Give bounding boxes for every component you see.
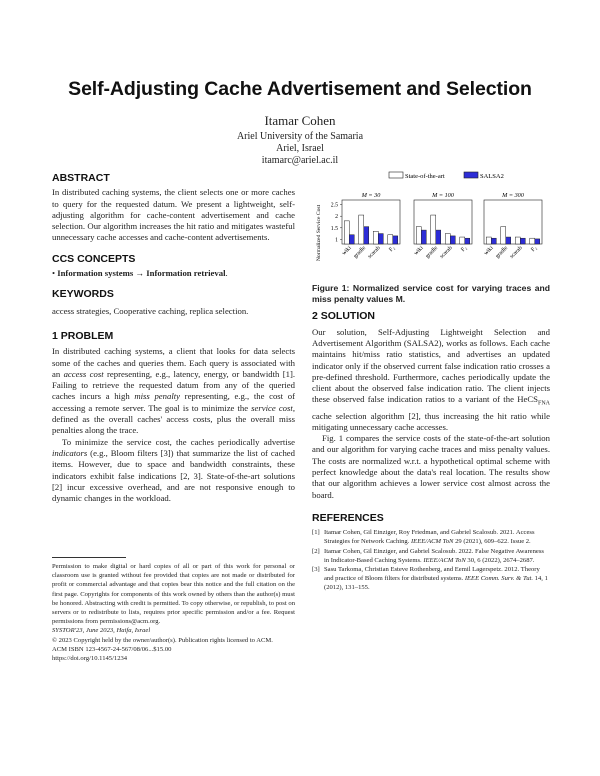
bar-salsa2-scarab (520, 238, 525, 244)
panel-frame (484, 200, 542, 244)
left-column (52, 173, 295, 504)
bar-state-of-the-art-f2 (530, 238, 535, 244)
abstract-heading: ABSTRACT (52, 172, 110, 184)
panel-label: M = 30 (361, 192, 381, 199)
keywords-heading: KEYWORDS (52, 288, 114, 301)
bar-state-of-the-art-scarab (515, 237, 520, 244)
bar-salsa2-gradle (436, 230, 441, 244)
solution-paragraph-2: Fig. 1 compares the service costs of the state-of-the-art solution and our algorithm for varying cache traces and miss penalty values. The costs are normalized w.r.t. a hypothetical optimal scheme with perfect knowledge about the data's real location. The results show that our algorithm achieves a lower service cost almost across the board. (312, 433, 550, 500)
problem-paragraph-1: In distributed caching systems, a client that looks for data selects some of the caches and queries them. Each query is associated with an access cost representing, e.g., latency, energy, or bandwidth [1]. Failing to retrieve the requested datum from any of the queried caches incurs a high miss penalty representing, e.g., the cost of accessing a remote server. The goal is to minimize the service cost, defined as the overall caches' access costs, plus the overall miss penalties along the trace. (52, 346, 296, 436)
y-tick-label: 1 (335, 237, 338, 244)
panel-label: M = 300 (502, 192, 524, 199)
legend-swatch-salsa2 (464, 172, 478, 178)
footnote (52, 562, 295, 663)
reference-item: [1] Itamar Cohen, Gil Einziger, Roy Friedman, and Gabriel Scalosub. 2021. Access Strategies for Network Caching. IEEE/ACM ToN 29 (2021), 609–622. Issue 2. (312, 529, 535, 546)
panel-label: M = 100 (432, 192, 454, 199)
x-tick-label: scarab (508, 245, 524, 260)
solution-heading: 2 SOLUTION (312, 310, 376, 323)
problem-paragraph-2: To minimize the service cost, the caches periodically advertise indicators (e.g., Bloom filters [3]) that summarize the list of cached items. However, due to space and bandwidth constraints, these indicators exhibit false indications [2, 3]. State-of-the-art solutions [2] incur excessive overhead, and are not responsive enough to dynamic changes in the workload. (52, 436, 295, 504)
x-tick-label: F₂ (388, 245, 397, 254)
ccs-subtopic: Information retrieval (146, 268, 226, 279)
ccs-bullet: • (52, 268, 56, 279)
x-tick-label: gradle (424, 245, 440, 260)
bar-salsa2-wiki (349, 235, 354, 244)
y-tick-label: 1.5 (330, 225, 338, 232)
bar-state-of-the-art-wiki (344, 221, 349, 244)
bar-salsa2-wiki (421, 230, 426, 244)
x-tick-label: scarab (366, 245, 382, 260)
bar-salsa2-wiki (491, 238, 496, 244)
service-cost-chart (312, 168, 550, 276)
chart-panels (331, 192, 542, 260)
doi-link[interactable]: https://doi.org/10.1145/1234 (52, 655, 128, 663)
conference-info: SYSTOR'23, June 2023, Haifa, Israel (52, 627, 151, 635)
abstract-text: In distributed caching systems, the client selects one or more caches to query for the requested datum. We present a lightweight, self-adjusting algorithm for cache-content advertisement and cache selection. Our algorithm increases the hit ratio and mitigates wasteful unnecessary cache accesses and cache-content advertisements. (52, 187, 295, 243)
ccs-topic: Information systems (57, 268, 134, 279)
right-column (312, 283, 550, 593)
bar-salsa2-f2 (535, 239, 540, 244)
bar-salsa2-gradle (506, 237, 511, 244)
solution-paragraph-1: Our solution, Self-Adjusting Lightweight Selection and Advertisement Algorithm (SALSA2), works as follows. Each cache maintains hit/miss ratio statistics, and advertises an updated indicator only if the observed current false indication ratio crosses a pre-defined threshold. Furthermore, caches periodically update the client about the observed false indication ratio. The client injects these observed false indication ratios to a variant of the HeCS$_{FNA}$ cache selection algorithm [2], thus increasing the hit ratio while mitigating unnecessary cache accesses. (312, 326, 550, 432)
bar-state-of-the-art-scarab (445, 234, 450, 244)
copyright-text: © 2023 Copyright held by the owner/author(s). Publication rights licensed to ACM. (52, 636, 273, 644)
y-tick-label: 2 (335, 214, 338, 221)
bar-state-of-the-art-f2 (460, 237, 465, 244)
author-name: Itamar Cohen (264, 113, 336, 128)
x-tick-label: gradle (352, 245, 368, 260)
keywords-text: access strategies, Cooperative caching, replica selection. (52, 305, 249, 316)
reference-item: [3] Sasu Tarkoma, Christian Esteve Rothenberg, and Eemil Lagerspetz. 2012. Theory and practice of Bloom filters for distributed systems. IEEE Comm. Surv. & Tut. 14, 1 (2012), 131–155. (312, 566, 548, 592)
footnote-rule (52, 557, 126, 558)
author-affiliation: Ariel University of the Samaria (236, 131, 364, 142)
problem-heading: 1 PROBLEM (52, 329, 114, 342)
ccs-heading: CCS CONCEPTS (52, 252, 136, 265)
ccs-arrow: → (135, 268, 145, 279)
bar-state-of-the-art-scarab (373, 231, 378, 244)
bar-state-of-the-art-gradle (359, 215, 364, 244)
ccs-concepts (52, 268, 295, 279)
x-tick-label: wiki (341, 245, 353, 257)
author-location: Ariel, Israel (276, 143, 324, 154)
bar-state-of-the-art-gradle (431, 215, 436, 244)
bar-salsa2-f2 (465, 238, 470, 244)
legend-swatch-state-of-the-art (389, 172, 403, 178)
bar-salsa2-scarab (450, 236, 455, 244)
bar-state-of-the-art-wiki (486, 237, 491, 244)
reference-item: [2] Itamar Cohen, Gil Einziger, and Gabriel Scalosub. 2022. False Negative Awareness in Indicator-Based Caching Systems. IEEE/ACM ToN 30, 6 (2022), 2674–2687. (312, 547, 544, 564)
references-heading: REFERENCES (312, 511, 384, 524)
bar-salsa2-scarab (378, 234, 383, 244)
bar-state-of-the-art-wiki (416, 227, 421, 244)
legend-label-state-of-the-art: State-of-the-art (405, 173, 445, 180)
y-tick-label: 2.5 (330, 202, 338, 209)
bar-state-of-the-art-gradle (501, 227, 506, 244)
x-tick-label: F₂ (460, 245, 469, 254)
ccs-end: . (225, 268, 228, 279)
isbn-text: ACM ISBN 123-4567-24-567/08/06...$15.00 (52, 645, 172, 653)
y-axis-label: Normalized Service Cost (316, 204, 322, 262)
x-tick-label: F₂ (530, 245, 539, 254)
bar-state-of-the-art-f2 (388, 235, 393, 244)
legend-label-salsa2: SALSA2 (480, 173, 504, 180)
x-tick-label: gradle (494, 245, 510, 260)
chart-legend (389, 172, 504, 180)
permission-text: Permission to make digital or hard copies of all or part of this work for personal or classroom use is granted without fee provided that copies are not made or distributed for profit or commercial advantage and that copies bear this notice and the full citation on the first page. Copyrights for components of this work owned by others than the author(s) must be honored. Abstracting with credit is permitted. To copy otherwise, or republish, to post on servers or to redistribute to lists, requires prior specific permission and/or a fee. Request permissions from permissions@acm.org. (52, 563, 295, 626)
reference-list (312, 528, 550, 592)
figure-caption: Figure 1: Normalized service cost for varying traces and miss penalty values M. (312, 283, 550, 305)
x-tick-label: wiki (413, 245, 425, 257)
bar-salsa2-f2 (393, 236, 398, 244)
paper-title: Self-Adjusting Cache Advertisement and Selection (68, 78, 532, 100)
x-tick-label: wiki (483, 245, 495, 257)
x-tick-label: scarab (438, 245, 454, 260)
bar-salsa2-gradle (364, 227, 369, 244)
author-email: itamarc@ariel.ac.il (261, 155, 339, 166)
